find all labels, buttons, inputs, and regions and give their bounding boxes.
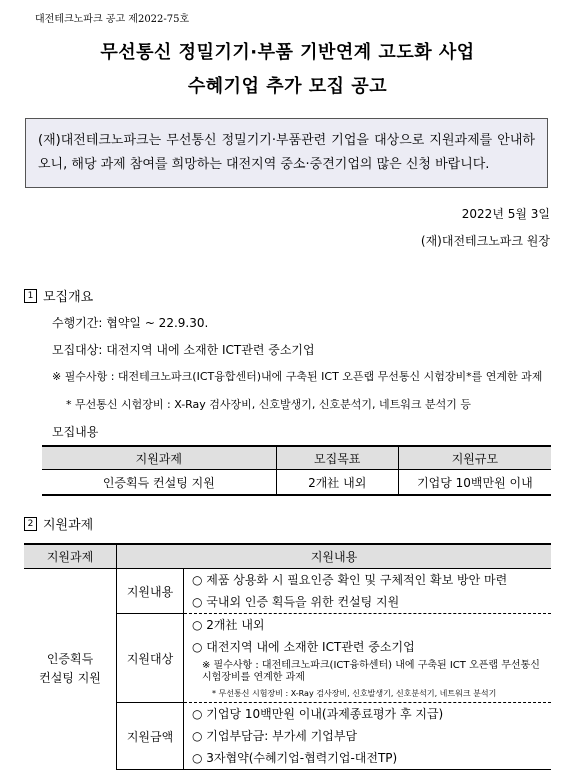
content-items [184,569,552,614]
row-label-amount: 지원금액 [117,703,184,770]
task-line-2: 컨설팅 지원 [39,671,101,686]
cell-target: 2개社 내외 [276,470,398,496]
table-row [42,470,551,496]
task-cell [24,569,117,770]
cell-scale: 기업당 10백만원 이내 [398,470,551,496]
task-line-1: 인증획득 [46,652,94,667]
cell-task: 인증획득 컨설팅 지원 [42,470,276,496]
announcement-date: 2022년 5월 3일 [461,207,550,221]
content-label: 모집내용 [52,425,99,439]
list-item: ○ 3자협약(수혜기업-협력기업-대전TP) [192,751,398,765]
title-line-1: 무선통신 정밀기기·부품 기반연계 고도화 사업 [100,42,475,63]
section-number-box: 1 [24,289,37,303]
header-task: 지원과제 [24,544,117,569]
row-label-content: 지원내용 [117,569,184,614]
list-item: ○ 기업부담금: 부가세 기업부담 [192,729,358,743]
section-1-title: 모집개요 [43,290,94,305]
issuer: (재)대전테크노파크 원장 [420,234,550,248]
document-number: 대전테크노파크 공고 제2022-75호 [35,14,190,25]
amount-items [184,703,552,770]
equipment-line: * 무선통신 시험장비 : X-Ray 검사장비, 신호발생기, 신호분석기, 네트워크 분석기 등 [66,398,472,411]
section-2-title: 지원과제 [43,518,94,533]
list-item: ○ 제품 상용화 시 필요인증 확인 및 구체적인 확보 방안 마련 [192,573,508,587]
section-1-heading [24,286,93,305]
list-item: ○ 기업당 10백만원 이내(과제종료평가 후 지급) [192,707,444,721]
requirement-note: ※ 필수사항 : 대전테크노파크(ICT융하센터) 내에 구축된 ICT 오픈랩 무선통신 시험장비를 연계한 과제 [202,660,540,683]
title-line-2: 수혜기업 추가 모집 공고 [187,76,388,97]
list-item: ○ 국내외 인증 획득을 위한 컨설팅 지원 [192,595,400,609]
period-line: 수행기간: 협약일 ~ 22.9.30. [52,316,209,330]
list-item: ○ 대전지역 내에 소재한 ICT관련 중소기업 [192,640,415,654]
section-number-box: 2 [24,517,37,531]
target-line: 모집대상: 대전지역 내에 소재한 ICT관련 중소기업 [52,343,315,357]
header-scale: 지원규모 [398,446,551,470]
target-items [184,614,552,703]
support-table [24,543,551,770]
header-target: 모집목표 [276,446,398,470]
header-task: 지원과제 [42,446,276,470]
requirement-line: ※ 필수사항 : 대전테크노파크(ICT융합센터)내에 구축된 ICT 오픈랩 무선통신 시험장비*를 연계한 과제 [52,370,543,383]
header-content: 지원내용 [117,544,552,569]
list-item: ○ 2개社 내외 [192,618,265,632]
recruitment-table [42,445,551,496]
notice-box: (재)대전테크노파크는 무선통신 정밀기기·부품관련 기업을 대상으로 지원과제를 안내하오니, 해당 과제 참여를 희망하는 대전지역 중소·중견기업의 많은 신청 바랍니다. [25,118,548,188]
section-2-heading [24,514,93,533]
equipment-note: * 무선통신 시험장비 : X-Ray 검사장비, 신호발생기, 신호분석기, 네트워크 분석기 [212,689,497,698]
row-label-target: 지원대상 [117,614,184,703]
